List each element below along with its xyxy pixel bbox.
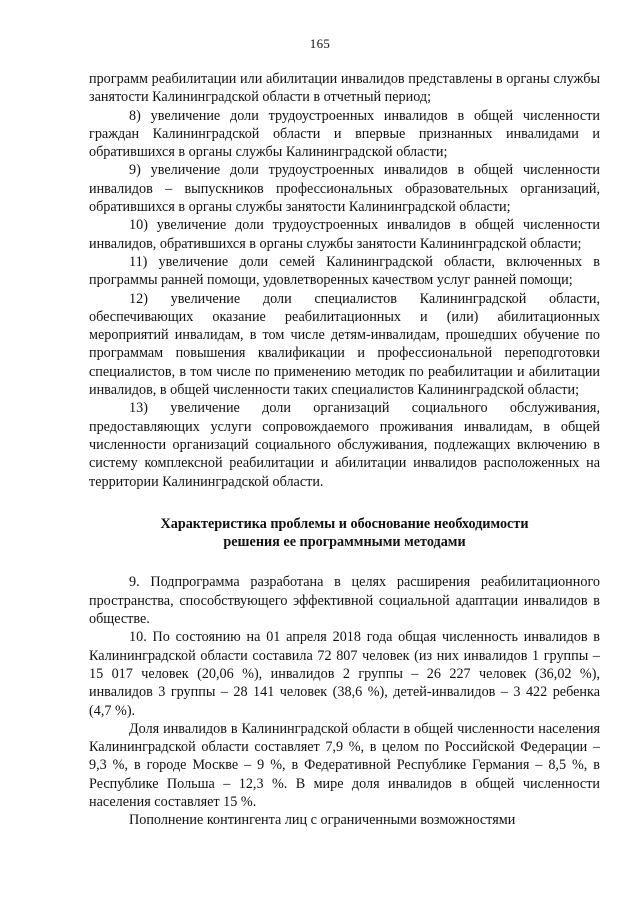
paragraph-item-12: 12) увеличение доли специалистов Калининградской области, обеспечивающих оказание реабилитационных и (или) абилитационных мероприятий инвалидам, в том числе детям-инвалидам, прошедших обучение по программам повышения квалификации и профессиональной переподготовки специалистов, в том числе по применению методик по реабилитации и абилитации инвалидов, в общей численности таких специалистов Калининградской области; <box>89 290 600 399</box>
paragraph-item-11: 11) увеличение доли семей Калининградской области, включенных в программы ранней помощи, удовлетворенных качеством услуг ранней помощи; <box>89 253 600 289</box>
paragraph-item-8: 8) увеличение доли трудоустроенных инвалидов в общей численности граждан Калининградской области и впервые признанных инвалидами и обратившихся в органы службы Калининградской области; <box>89 107 600 161</box>
paragraph-continued: Пополнение контингента лиц с ограниченными возможностями <box>129 812 516 829</box>
section-heading-line-1: Характеристика проблемы и обоснование необходимости <box>160 515 529 532</box>
document-body <box>89 70 600 830</box>
paragraph-continuation: программ реабилитации или абилитации инвалидов представлены в органы службы занятости Калининградской области в отчетный период; <box>89 71 600 106</box>
paragraph-share: Доля инвалидов в Калининградской области в общей численности населения Калининградской области составляет 7,9 %, в целом по Российской Федерации – 9,3 %, в городе Москве – 9 %, в Федеративной Республике Германия – 8,5 %, в Республике Польша – 12,3 %. В мире доля инвалидов в общей численности населения составляет 15 %. <box>89 720 600 810</box>
paragraph-9: 9. Подпрограмма разработана в целях расширения реабилитационного пространства, способствующего эффективной социальной адаптации инвалидов в обществе. <box>89 574 600 628</box>
section-heading-line-2: решения ее программными методами <box>223 534 466 551</box>
section-heading <box>89 515 600 552</box>
page-number: 165 <box>309 36 331 51</box>
paragraph-item-10: 10) увеличение доли трудоустроенных инвалидов в общей численности инвалидов, обратившихся в органы службы занятости Калининградской области; <box>89 217 600 252</box>
paragraph-item-9: 9) увеличение доли трудоустроенных инвалидов в общей численности инвалидов – выпускников профессиональных образовательных организаций, обратившихся в органы службы занятости Калининградской области; <box>89 162 600 216</box>
paragraph-item-13: 13) увеличение доли организаций социального обслуживания, предоставляющих услуги сопровождаемого проживания инвалидам, в общей численности организаций социального обслуживания, подлежащих включению в систему комплексной реабилитации и абилитации инвалидов расположенных на территории Калининградской области. <box>89 400 600 490</box>
paragraph-10: 10. По состоянию на 01 апреля 2018 года общая численность инвалидов в Калининградской области составила 72 807 человек (из них инвалидов 1 группы – 15 017 человек (20,06 %), инвалидов 2 группы – 26 227 человек (36,02 %), инвалидов 3 группы – 28 141 человек (38,6 %), детей-инвалидов – 3 422 ребенка (4,7 %). <box>89 629 600 719</box>
